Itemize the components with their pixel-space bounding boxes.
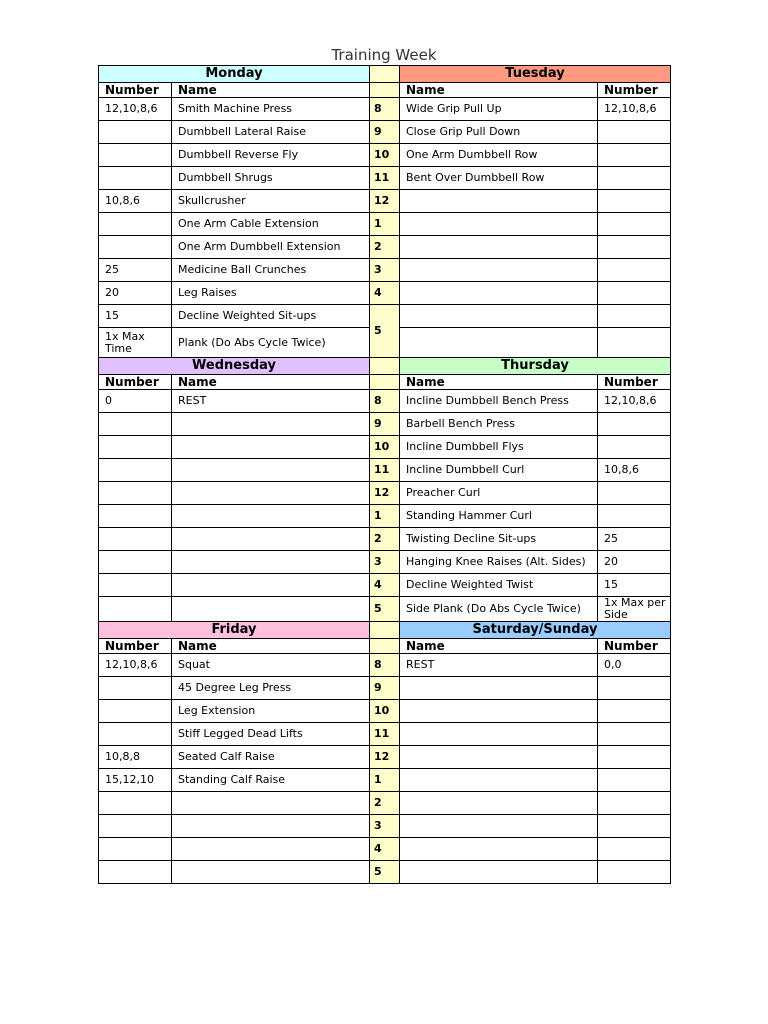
exercise-number: [99, 528, 172, 551]
table-row: [99, 551, 671, 574]
exercise-number: 15: [598, 574, 671, 597]
exercise-name: Side Plank (Do Abs Cycle Twice): [400, 597, 598, 622]
exercise-number: [99, 413, 172, 436]
exercise-name: [172, 528, 370, 551]
exercise-number: [598, 815, 671, 838]
column-header-number: Number: [99, 375, 172, 390]
column-header-number: Number: [598, 375, 671, 390]
exercise-name: [172, 551, 370, 574]
exercise-number: 25: [99, 259, 172, 282]
time-slot: 3: [370, 551, 400, 574]
exercise-number: [598, 700, 671, 723]
exercise-number: [99, 597, 172, 622]
exercise-number: [99, 236, 172, 259]
column-header-number: Number: [598, 83, 671, 98]
exercise-number: 12,10,8,6: [598, 98, 671, 121]
exercise-number: [598, 723, 671, 746]
time-slot: 3: [370, 815, 400, 838]
exercise-name: One Arm Cable Extension: [172, 213, 370, 236]
exercise-number: 0,0: [598, 654, 671, 677]
exercise-number: 12,10,8,6: [598, 390, 671, 413]
exercise-name: Squat: [172, 654, 370, 677]
table-row: [99, 861, 671, 884]
table-row: [99, 167, 671, 190]
exercise-name: [172, 597, 370, 622]
time-slot: 11: [370, 167, 400, 190]
exercise-number: [99, 167, 172, 190]
time-slot: 9: [370, 121, 400, 144]
exercise-number: [598, 413, 671, 436]
exercise-name: Hanging Knee Raises (Alt. Sides): [400, 551, 598, 574]
exercise-number: 15: [99, 305, 172, 328]
time-header-spacer: [370, 358, 400, 375]
time-slot: 12: [370, 482, 400, 505]
exercise-name: [400, 769, 598, 792]
exercise-number: [598, 505, 671, 528]
exercise-number: [99, 677, 172, 700]
exercise-number: [598, 213, 671, 236]
exercise-number: [598, 305, 671, 328]
exercise-name: [172, 505, 370, 528]
exercise-number: [99, 505, 172, 528]
table-row: [99, 305, 671, 328]
time-slot: 2: [370, 792, 400, 815]
column-header-name: Name: [172, 639, 370, 654]
exercise-name: [400, 213, 598, 236]
time-column-header: [370, 639, 400, 654]
time-column-header: [370, 375, 400, 390]
time-slot: 4: [370, 838, 400, 861]
time-slot: 3: [370, 259, 400, 282]
exercise-name: Decline Weighted Twist: [400, 574, 598, 597]
exercise-number: [99, 436, 172, 459]
exercise-number: [598, 328, 671, 358]
exercise-name: [400, 236, 598, 259]
exercise-name: [172, 861, 370, 884]
exercise-name: [400, 259, 598, 282]
exercise-number: 15,12,10: [99, 769, 172, 792]
exercise-name: [400, 861, 598, 884]
exercise-name: Incline Dumbbell Bench Press: [400, 390, 598, 413]
exercise-number: 1x Max Time: [99, 328, 172, 358]
table-row: [99, 792, 671, 815]
exercise-number: [598, 838, 671, 861]
exercise-number: 20: [99, 282, 172, 305]
exercise-number: 10,8,6: [99, 190, 172, 213]
exercise-number: [99, 459, 172, 482]
exercise-name: [172, 459, 370, 482]
exercise-number: 25: [598, 528, 671, 551]
table-row: [99, 459, 671, 482]
exercise-number: [99, 121, 172, 144]
exercise-number: [99, 144, 172, 167]
training-table: [98, 65, 671, 884]
exercise-number: [598, 861, 671, 884]
exercise-number: 12,10,8,6: [99, 98, 172, 121]
table-row: [99, 282, 671, 305]
exercise-number: [99, 700, 172, 723]
time-header-spacer: [370, 622, 400, 639]
exercise-name: Standing Calf Raise: [172, 769, 370, 792]
table-row: [99, 390, 671, 413]
exercise-number: [598, 482, 671, 505]
exercise-name: One Arm Dumbbell Row: [400, 144, 598, 167]
exercise-number: 10,8,6: [598, 459, 671, 482]
exercise-name: [172, 815, 370, 838]
exercise-name: Plank (Do Abs Cycle Twice): [172, 328, 370, 358]
time-slot: 11: [370, 459, 400, 482]
exercise-name: Dumbbell Reverse Fly: [172, 144, 370, 167]
exercise-number: [598, 236, 671, 259]
exercise-name: Dumbbell Shrugs: [172, 167, 370, 190]
column-header-name: Name: [172, 375, 370, 390]
table-row: [99, 482, 671, 505]
exercise-number: [99, 574, 172, 597]
day-header-wednesday: Wednesday: [99, 358, 370, 375]
exercise-number: 0: [99, 390, 172, 413]
time-slot: 8: [370, 390, 400, 413]
exercise-name: Leg Extension: [172, 700, 370, 723]
time-slot: 5: [370, 597, 400, 622]
time-slot: 1: [370, 769, 400, 792]
exercise-number: [99, 482, 172, 505]
exercise-number: 12,10,8,6: [99, 654, 172, 677]
table-row: [99, 121, 671, 144]
table-row: [99, 528, 671, 551]
exercise-name: [172, 792, 370, 815]
table-row: [99, 723, 671, 746]
table-row: [99, 213, 671, 236]
exercise-name: Preacher Curl: [400, 482, 598, 505]
table-row: [99, 436, 671, 459]
exercise-name: Dumbbell Lateral Raise: [172, 121, 370, 144]
table-row: [99, 505, 671, 528]
column-header-name: Name: [400, 375, 598, 390]
time-slot: 4: [370, 282, 400, 305]
table-row: [99, 144, 671, 167]
exercise-name: Incline Dumbbell Flys: [400, 436, 598, 459]
exercise-name: Incline Dumbbell Curl: [400, 459, 598, 482]
time-slot: 8: [370, 654, 400, 677]
time-slot: 10: [370, 700, 400, 723]
column-header-number: Number: [99, 83, 172, 98]
exercise-name: Stiff Legged Dead Lifts: [172, 723, 370, 746]
day-header-tuesday: Tuesday: [400, 66, 671, 83]
exercise-name: Skullcrusher: [172, 190, 370, 213]
exercise-name: Barbell Bench Press: [400, 413, 598, 436]
table-row: [99, 838, 671, 861]
exercise-number: [99, 792, 172, 815]
exercise-number: [598, 792, 671, 815]
exercise-number: [99, 815, 172, 838]
exercise-number: 1x Max per Side: [598, 597, 671, 622]
exercise-number: [598, 121, 671, 144]
column-header-number: Number: [598, 639, 671, 654]
time-slot: 9: [370, 413, 400, 436]
exercise-name: Standing Hammer Curl: [400, 505, 598, 528]
exercise-name: Wide Grip Pull Up: [400, 98, 598, 121]
exercise-name: [400, 282, 598, 305]
exercise-name: [400, 677, 598, 700]
exercise-name: Close Grip Pull Down: [400, 121, 598, 144]
time-slot: 4: [370, 574, 400, 597]
page-title: Training Week: [331, 46, 437, 64]
exercise-name: Smith Machine Press: [172, 98, 370, 121]
exercise-number: [598, 282, 671, 305]
time-slot: 10: [370, 144, 400, 167]
exercise-name: [400, 305, 598, 328]
exercise-name: [172, 838, 370, 861]
table-row: [99, 413, 671, 436]
time-slot: 10: [370, 436, 400, 459]
exercise-name: REST: [172, 390, 370, 413]
exercise-number: [598, 436, 671, 459]
exercise-name: [172, 413, 370, 436]
exercise-number: 10,8,8: [99, 746, 172, 769]
exercise-name: Seated Calf Raise: [172, 746, 370, 769]
time-slot: 5: [370, 305, 400, 358]
exercise-name: [400, 328, 598, 358]
exercise-number: [99, 838, 172, 861]
time-slot: 12: [370, 190, 400, 213]
table-row: [99, 815, 671, 838]
column-header-name: Name: [172, 83, 370, 98]
exercise-number: [99, 213, 172, 236]
column-header-name: Name: [400, 639, 598, 654]
table-row: [99, 677, 671, 700]
table-row: [99, 574, 671, 597]
table-row: [99, 236, 671, 259]
table-row: [99, 769, 671, 792]
exercise-name: [400, 190, 598, 213]
exercise-number: [99, 551, 172, 574]
exercise-number: [598, 190, 671, 213]
exercise-name: One Arm Dumbbell Extension: [172, 236, 370, 259]
table-row: [99, 98, 671, 121]
exercise-name: [400, 838, 598, 861]
exercise-number: [598, 769, 671, 792]
exercise-name: Medicine Ball Crunches: [172, 259, 370, 282]
column-header-name: Name: [400, 83, 598, 98]
day-header-friday: Friday: [99, 622, 370, 639]
table-row: [99, 597, 671, 622]
exercise-name: [400, 746, 598, 769]
exercise-number: [598, 677, 671, 700]
exercise-name: 45 Degree Leg Press: [172, 677, 370, 700]
time-slot: 12: [370, 746, 400, 769]
exercise-number: [598, 144, 671, 167]
time-header-spacer: [370, 66, 400, 83]
exercise-name: [172, 482, 370, 505]
exercise-number: 20: [598, 551, 671, 574]
time-slot: 1: [370, 505, 400, 528]
time-column-header: [370, 83, 400, 98]
day-header-thursday: Thursday: [400, 358, 671, 375]
time-slot: 1: [370, 213, 400, 236]
exercise-number: [99, 861, 172, 884]
exercise-number: [99, 723, 172, 746]
time-slot: 2: [370, 236, 400, 259]
exercise-number: [598, 167, 671, 190]
time-slot: 5: [370, 861, 400, 884]
exercise-name: REST: [400, 654, 598, 677]
exercise-name: Bent Over Dumbbell Row: [400, 167, 598, 190]
exercise-number: [598, 746, 671, 769]
table-row: [99, 700, 671, 723]
time-slot: 9: [370, 677, 400, 700]
exercise-name: [400, 815, 598, 838]
exercise-name: [400, 700, 598, 723]
table-row: [99, 259, 671, 282]
column-header-number: Number: [99, 639, 172, 654]
table-row: [99, 654, 671, 677]
exercise-number: [598, 259, 671, 282]
exercise-name: Twisting Decline Sit-ups: [400, 528, 598, 551]
exercise-name: [400, 792, 598, 815]
exercise-name: Leg Raises: [172, 282, 370, 305]
table-row: [99, 190, 671, 213]
exercise-name: [172, 436, 370, 459]
exercise-name: [172, 574, 370, 597]
exercise-name: Decline Weighted Sit-ups: [172, 305, 370, 328]
time-slot: 2: [370, 528, 400, 551]
day-header-monday: Monday: [99, 66, 370, 83]
time-slot: 11: [370, 723, 400, 746]
time-slot: 8: [370, 98, 400, 121]
table-row: [99, 746, 671, 769]
day-header-saturday_sunday: Saturday/Sunday: [400, 622, 671, 639]
exercise-name: [400, 723, 598, 746]
